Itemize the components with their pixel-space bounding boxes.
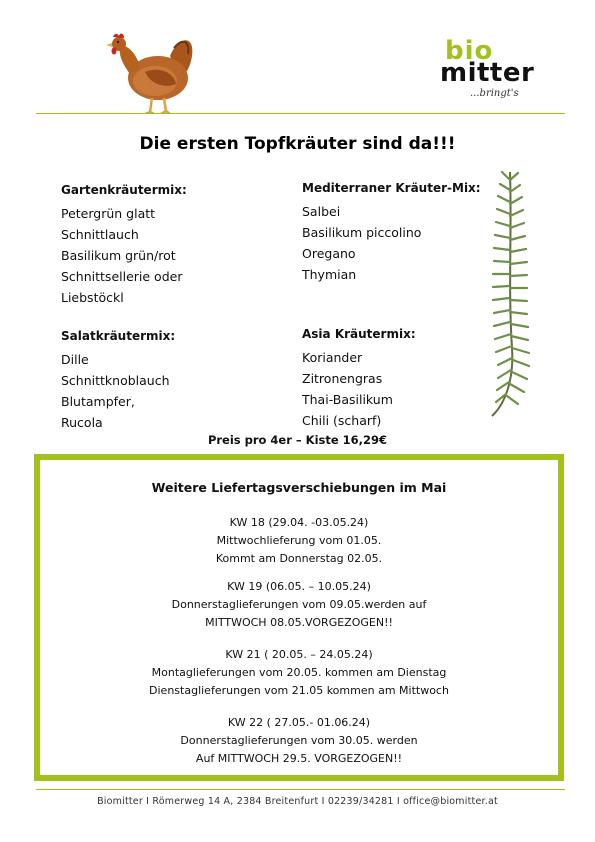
delivery-notice-box [34, 454, 564, 781]
week-block-kw21 [40, 646, 558, 700]
mediterranean-mix-item: Basilikum piccolino [302, 225, 422, 240]
salad-mix-heading: Salatkräutermix: [61, 329, 176, 343]
garden-mix-section [61, 180, 187, 308]
week-block-kw22 [40, 714, 558, 768]
biomitter-logo [438, 36, 548, 106]
asia-mix-item: Koriander [302, 350, 363, 365]
footer-contact: Biomitter I Römerweg 14 A, 2384 Breitenfurt I 02239/34281 I office@biomitter.at [97, 796, 498, 807]
mediterranean-mix-item: Thymian [302, 267, 357, 282]
logo-bio-text: bio [445, 36, 494, 66]
garden-mix-item: Basilikum grün/rot [61, 248, 176, 263]
price-text: Preis pro 4er – Kiste 16,29€ [207, 433, 388, 447]
salad-mix-item: Blutampfer, [61, 394, 135, 409]
footer-divider [36, 789, 565, 790]
logo-mitter-text: mitter [440, 58, 535, 88]
garden-mix-item: Schnittlauch [61, 227, 139, 242]
notice-title: Weitere Liefertagsverschiebungen im Mai [151, 480, 447, 495]
week-block-kw19 [40, 578, 558, 632]
rosemary-sprig-illustration [482, 168, 542, 418]
page-title: Die ersten Topfkräuter sind da!!! [139, 134, 456, 154]
logo-tagline: ...bringt's [470, 88, 519, 99]
week-line: MITTWOCH 08.05.VORGEZOGEN!! [205, 616, 393, 629]
week-line: Auf MITTWOCH 29.5. VORGEZOGEN!! [195, 752, 403, 765]
mediterranean-mix-item: Salbei [302, 204, 341, 219]
week-heading: KW 19 (06.05. – 10.05.24) [227, 580, 371, 593]
week-block-kw18 [40, 514, 558, 568]
asia-mix-item: Chili (scharf) [302, 413, 382, 428]
hen-illustration [100, 26, 200, 114]
week-line: Donnerstaglieferungen vom 30.05. werden [180, 734, 418, 747]
week-heading: KW 22 ( 27.05.- 01.06.24) [227, 716, 371, 729]
week-line: Kommt am Donnerstag 02.05. [215, 552, 383, 565]
salad-mix-item: Rucola [61, 415, 103, 430]
mediterranean-mix-section [302, 178, 481, 285]
header-divider [36, 113, 565, 114]
mediterranean-mix-heading: Mediterraner Kräuter-Mix: [302, 181, 481, 195]
week-heading: KW 18 (29.04. -03.05.24) [229, 516, 369, 529]
garden-mix-item: Schnittsellerie oder [61, 269, 183, 284]
asia-mix-section [302, 324, 416, 431]
week-line: Mittwochlieferung vom 01.05. [216, 534, 382, 547]
garden-mix-heading: Gartenkräutermix: [61, 183, 187, 197]
garden-mix-item: Liebstöckl [61, 290, 124, 305]
week-line: Donnerstaglieferungen vom 09.05.werden auf [171, 598, 427, 611]
week-heading: KW 21 ( 20.05. – 24.05.24) [225, 648, 373, 661]
salad-mix-item: Dille [61, 352, 89, 367]
salad-mix-item: Schnittknoblauch [61, 373, 170, 388]
week-line: Dienstaglieferungen vom 21.05 kommen am Mittwoch [149, 684, 449, 697]
mediterranean-mix-item: Oregano [302, 246, 356, 261]
garden-mix-item: Petergrün glatt [61, 206, 156, 221]
salad-mix-section [61, 326, 175, 433]
asia-mix-item: Thai-Basilikum [302, 392, 393, 407]
week-line: Montaglieferungen vom 20.05. kommen am Dienstag [151, 666, 447, 679]
asia-mix-item: Zitronengras [302, 371, 383, 386]
asia-mix-heading: Asia Kräutermix: [302, 327, 416, 341]
